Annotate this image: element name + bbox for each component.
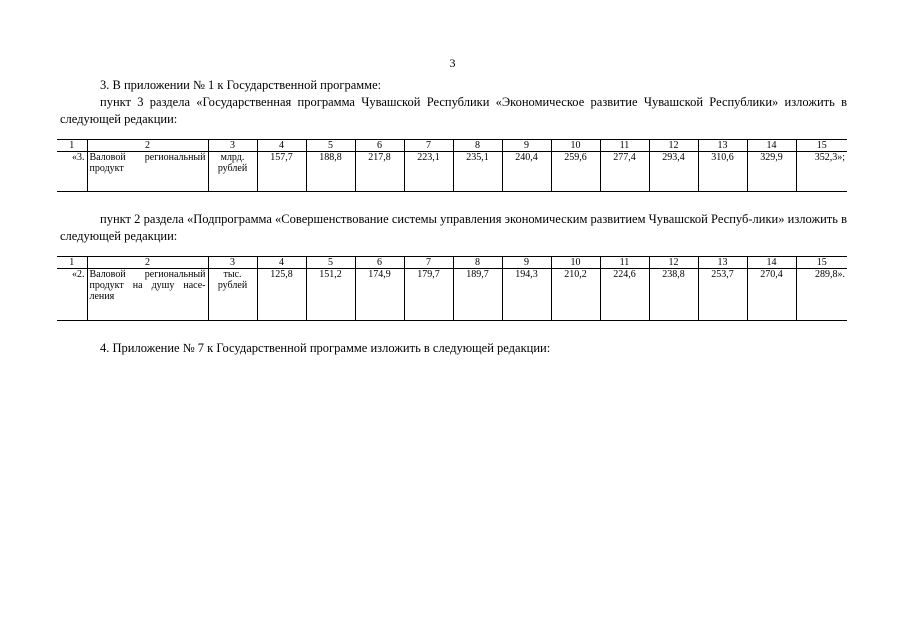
header-cell: 1 bbox=[57, 257, 87, 269]
header-cell: 14 bbox=[747, 257, 796, 269]
indicator-name: Валовой региональный продукт bbox=[87, 152, 208, 192]
header-cell: 6 bbox=[355, 140, 404, 152]
value-cell: 223,1 bbox=[404, 152, 453, 192]
header-cell: 9 bbox=[502, 257, 551, 269]
page-number: 3 bbox=[449, 56, 456, 70]
header-cell: 2 bbox=[87, 257, 208, 269]
value-cell: 188,8 bbox=[306, 152, 355, 192]
table-row bbox=[57, 152, 847, 192]
value-cell: 277,4 bbox=[600, 152, 649, 192]
value-cell: 125,8 bbox=[257, 269, 306, 321]
header-cell: 3 bbox=[208, 257, 257, 269]
value-cell: 253,7 bbox=[698, 269, 747, 321]
header-cell: 6 bbox=[355, 257, 404, 269]
header-cell: 8 bbox=[453, 257, 502, 269]
value-cell: 224,6 bbox=[600, 269, 649, 321]
header-cell: 10 bbox=[551, 140, 600, 152]
value-cell: 310,6 bbox=[698, 152, 747, 192]
header-cell: 15 bbox=[796, 140, 847, 152]
value-cell: 217,8 bbox=[355, 152, 404, 192]
value-cell: 293,4 bbox=[649, 152, 698, 192]
unit-cell: тыс. рублей bbox=[208, 269, 257, 321]
header-cell: 14 bbox=[747, 140, 796, 152]
value-cell: 151,2 bbox=[306, 269, 355, 321]
paragraph-item-3: 3. В приложении № 1 к Государственной программе: bbox=[100, 78, 382, 92]
value-cell: 179,7 bbox=[404, 269, 453, 321]
header-cell: 1 bbox=[57, 140, 87, 152]
value-cell: 157,7 bbox=[257, 152, 306, 192]
value-cell: 329,9 bbox=[747, 152, 796, 192]
value-cell: 174,9 bbox=[355, 269, 404, 321]
value-cell: 194,3 bbox=[502, 269, 551, 321]
table-gdp bbox=[57, 139, 847, 192]
header-cell: 11 bbox=[600, 140, 649, 152]
header-cell: 7 bbox=[404, 140, 453, 152]
value-cell: 235,1 bbox=[453, 152, 502, 192]
paragraph-point-3: пункт 3 раздела «Государственная программа Чувашской Республики «Экономическое развитие Чувашской Республики» изложить в следующей редакции: bbox=[60, 95, 847, 126]
header-cell: 3 bbox=[208, 140, 257, 152]
header-cell: 2 bbox=[87, 140, 208, 152]
header-cell: 8 bbox=[453, 140, 502, 152]
value-cell: 210,2 bbox=[551, 269, 600, 321]
header-cell: 5 bbox=[306, 257, 355, 269]
paragraph-point-2: пункт 2 раздела «Подпрограмма «Совершенствование системы управления экономическим развитием Чувашской Респуб-лики» изложить в следующей редакции: bbox=[60, 212, 847, 243]
header-cell: 15 bbox=[796, 257, 847, 269]
header-cell: 12 bbox=[649, 140, 698, 152]
header-cell: 9 bbox=[502, 140, 551, 152]
value-cell: 259,6 bbox=[551, 152, 600, 192]
header-cell: 7 bbox=[404, 257, 453, 269]
header-cell: 4 bbox=[257, 257, 306, 269]
unit-cell: млрд. рублей bbox=[208, 152, 257, 192]
header-cell: 4 bbox=[257, 140, 306, 152]
header-cell: 10 bbox=[551, 257, 600, 269]
value-cell: 352,3»; bbox=[796, 152, 847, 192]
header-cell: 11 bbox=[600, 257, 649, 269]
value-cell: 189,7 bbox=[453, 269, 502, 321]
indicator-name: Валовой региональный продукт на душу насе-ления bbox=[87, 269, 208, 321]
header-cell: 13 bbox=[698, 140, 747, 152]
value-cell: 238,8 bbox=[649, 269, 698, 321]
header-cell: 13 bbox=[698, 257, 747, 269]
paragraph-item-4: 4. Приложение № 7 к Государственной программе изложить в следующей редакции: bbox=[100, 341, 551, 355]
row-number: «3. bbox=[57, 152, 87, 192]
header-cell: 5 bbox=[306, 140, 355, 152]
header-cell: 12 bbox=[649, 257, 698, 269]
table-header-row bbox=[57, 140, 847, 152]
table-gdp-per-capita bbox=[57, 256, 847, 321]
value-cell: 289,8». bbox=[796, 269, 847, 321]
row-number: «2. bbox=[57, 269, 87, 321]
value-cell: 270,4 bbox=[747, 269, 796, 321]
table-header-row bbox=[57, 257, 847, 269]
value-cell: 240,4 bbox=[502, 152, 551, 192]
table-row bbox=[57, 269, 847, 321]
